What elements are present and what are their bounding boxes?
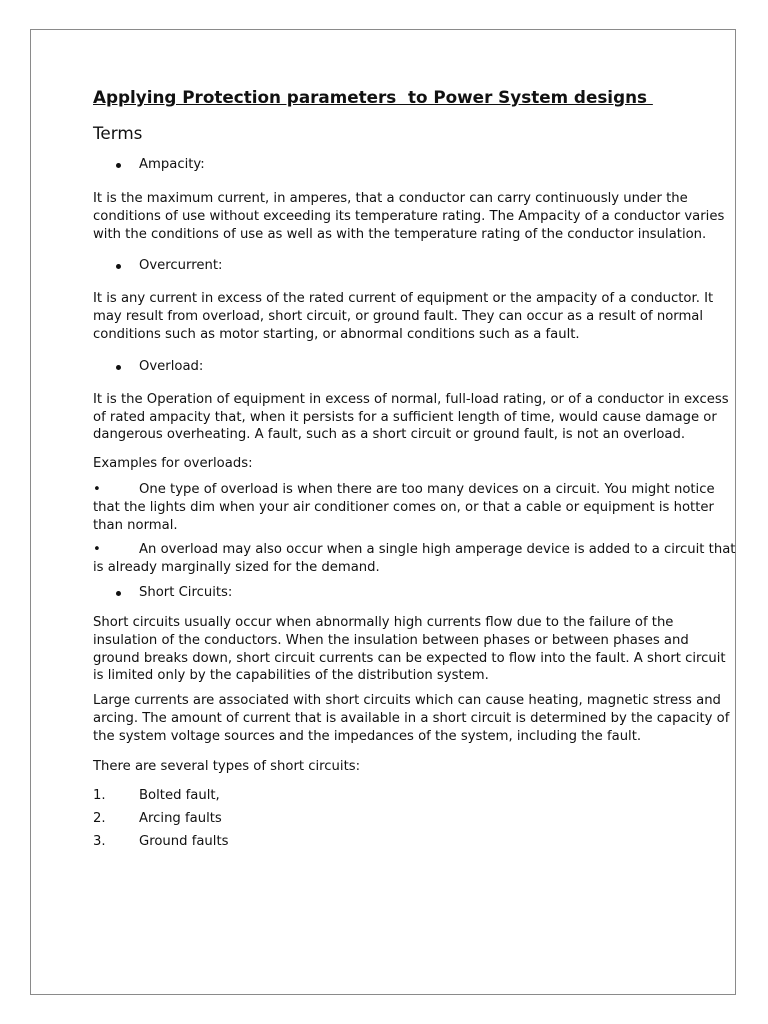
term-label: Overcurrent: [139, 258, 223, 274]
term-overcurrent [93, 257, 738, 275]
example-item [93, 481, 738, 534]
document-body [93, 86, 738, 851]
example-text: An overload may also occur when a single high amperage device is added to a circuit that is already marginally sized for the demand. [93, 542, 736, 576]
list-number: 2. [93, 811, 106, 827]
bullet-icon [116, 163, 121, 168]
ampacity-definition: It is the maximum current, in amperes, that a conductor can carry continuously under the conditions of use without exceeding its temperature rating. The Ampacity of a conductor varies with the conditions of use as well as with the temperature rating of the conductor insulation. [93, 191, 725, 242]
bullet-marker: • [93, 481, 101, 497]
terms-heading: Terms [93, 123, 143, 143]
short-circuit-types-intro: There are several types of short circuits: [93, 758, 361, 774]
short-circuits-paragraph-1: Short circuits usually occur when abnormally high currents flow due to the failure of the insulation of the conductors. When the insulation between phases or between phases and ground breaks down, short circuit currents can be expected to flow into the fault. A short circuit is limited only by the capabilities of the distribution system. [93, 614, 726, 684]
example-item [93, 541, 738, 577]
list-item-label: Bolted fault, [139, 788, 220, 804]
document-title: Applying Protection parameters to Power System designs [93, 87, 653, 107]
overcurrent-definition: It is any current in excess of the rated current of equipment or the ampacity of a conductor. It may result from overload, short circuit, or ground fault. They can occur as a result of normal conditions such as motor starting, or abnormal conditions such as a fault. [93, 291, 714, 342]
bullet-icon [116, 264, 121, 269]
short-circuit-type-item [93, 810, 738, 828]
term-label: Ampacity: [139, 157, 205, 172]
examples-heading: Examples for overloads: [93, 456, 253, 472]
term-label: Overload: [139, 358, 204, 374]
short-circuit-type-item [93, 787, 738, 805]
list-number: 3. [93, 834, 106, 850]
overload-definition: It is the Operation of equipment in excess of normal, full-load rating, or of a conductor in excess of rated ampacity that, when it persists for a sufficient length of time, would cause damage or dangerous overheating. A fault, such as a short circuit or ground fault, is not an overload. [93, 391, 729, 443]
list-item-label: Arcing faults [139, 811, 222, 827]
term-short-circuits [93, 584, 738, 602]
list-item-label: Ground faults [139, 834, 229, 850]
short-circuit-type-item [93, 833, 738, 851]
term-overload [93, 358, 738, 376]
term-label: Short Circuits: [139, 584, 233, 600]
short-circuits-paragraph-2: Large currents are associated with short circuits which can cause heating, magnetic stress and arcing. The amount of current that is available in a short circuit is determined by the capacity of the system voltage sources and the impedances of the system, including the fault. [93, 693, 730, 744]
bullet-icon [116, 591, 121, 596]
term-ampacity [93, 156, 738, 174]
list-number: 1. [93, 788, 106, 804]
bullet-icon [116, 365, 121, 370]
example-text: One type of overload is when there are too many devices on a circuit. You might notice that the lights dim when your air conditioner comes on, or that a cable or equipment is hotter than normal. [93, 481, 715, 533]
bullet-marker: • [93, 542, 101, 558]
